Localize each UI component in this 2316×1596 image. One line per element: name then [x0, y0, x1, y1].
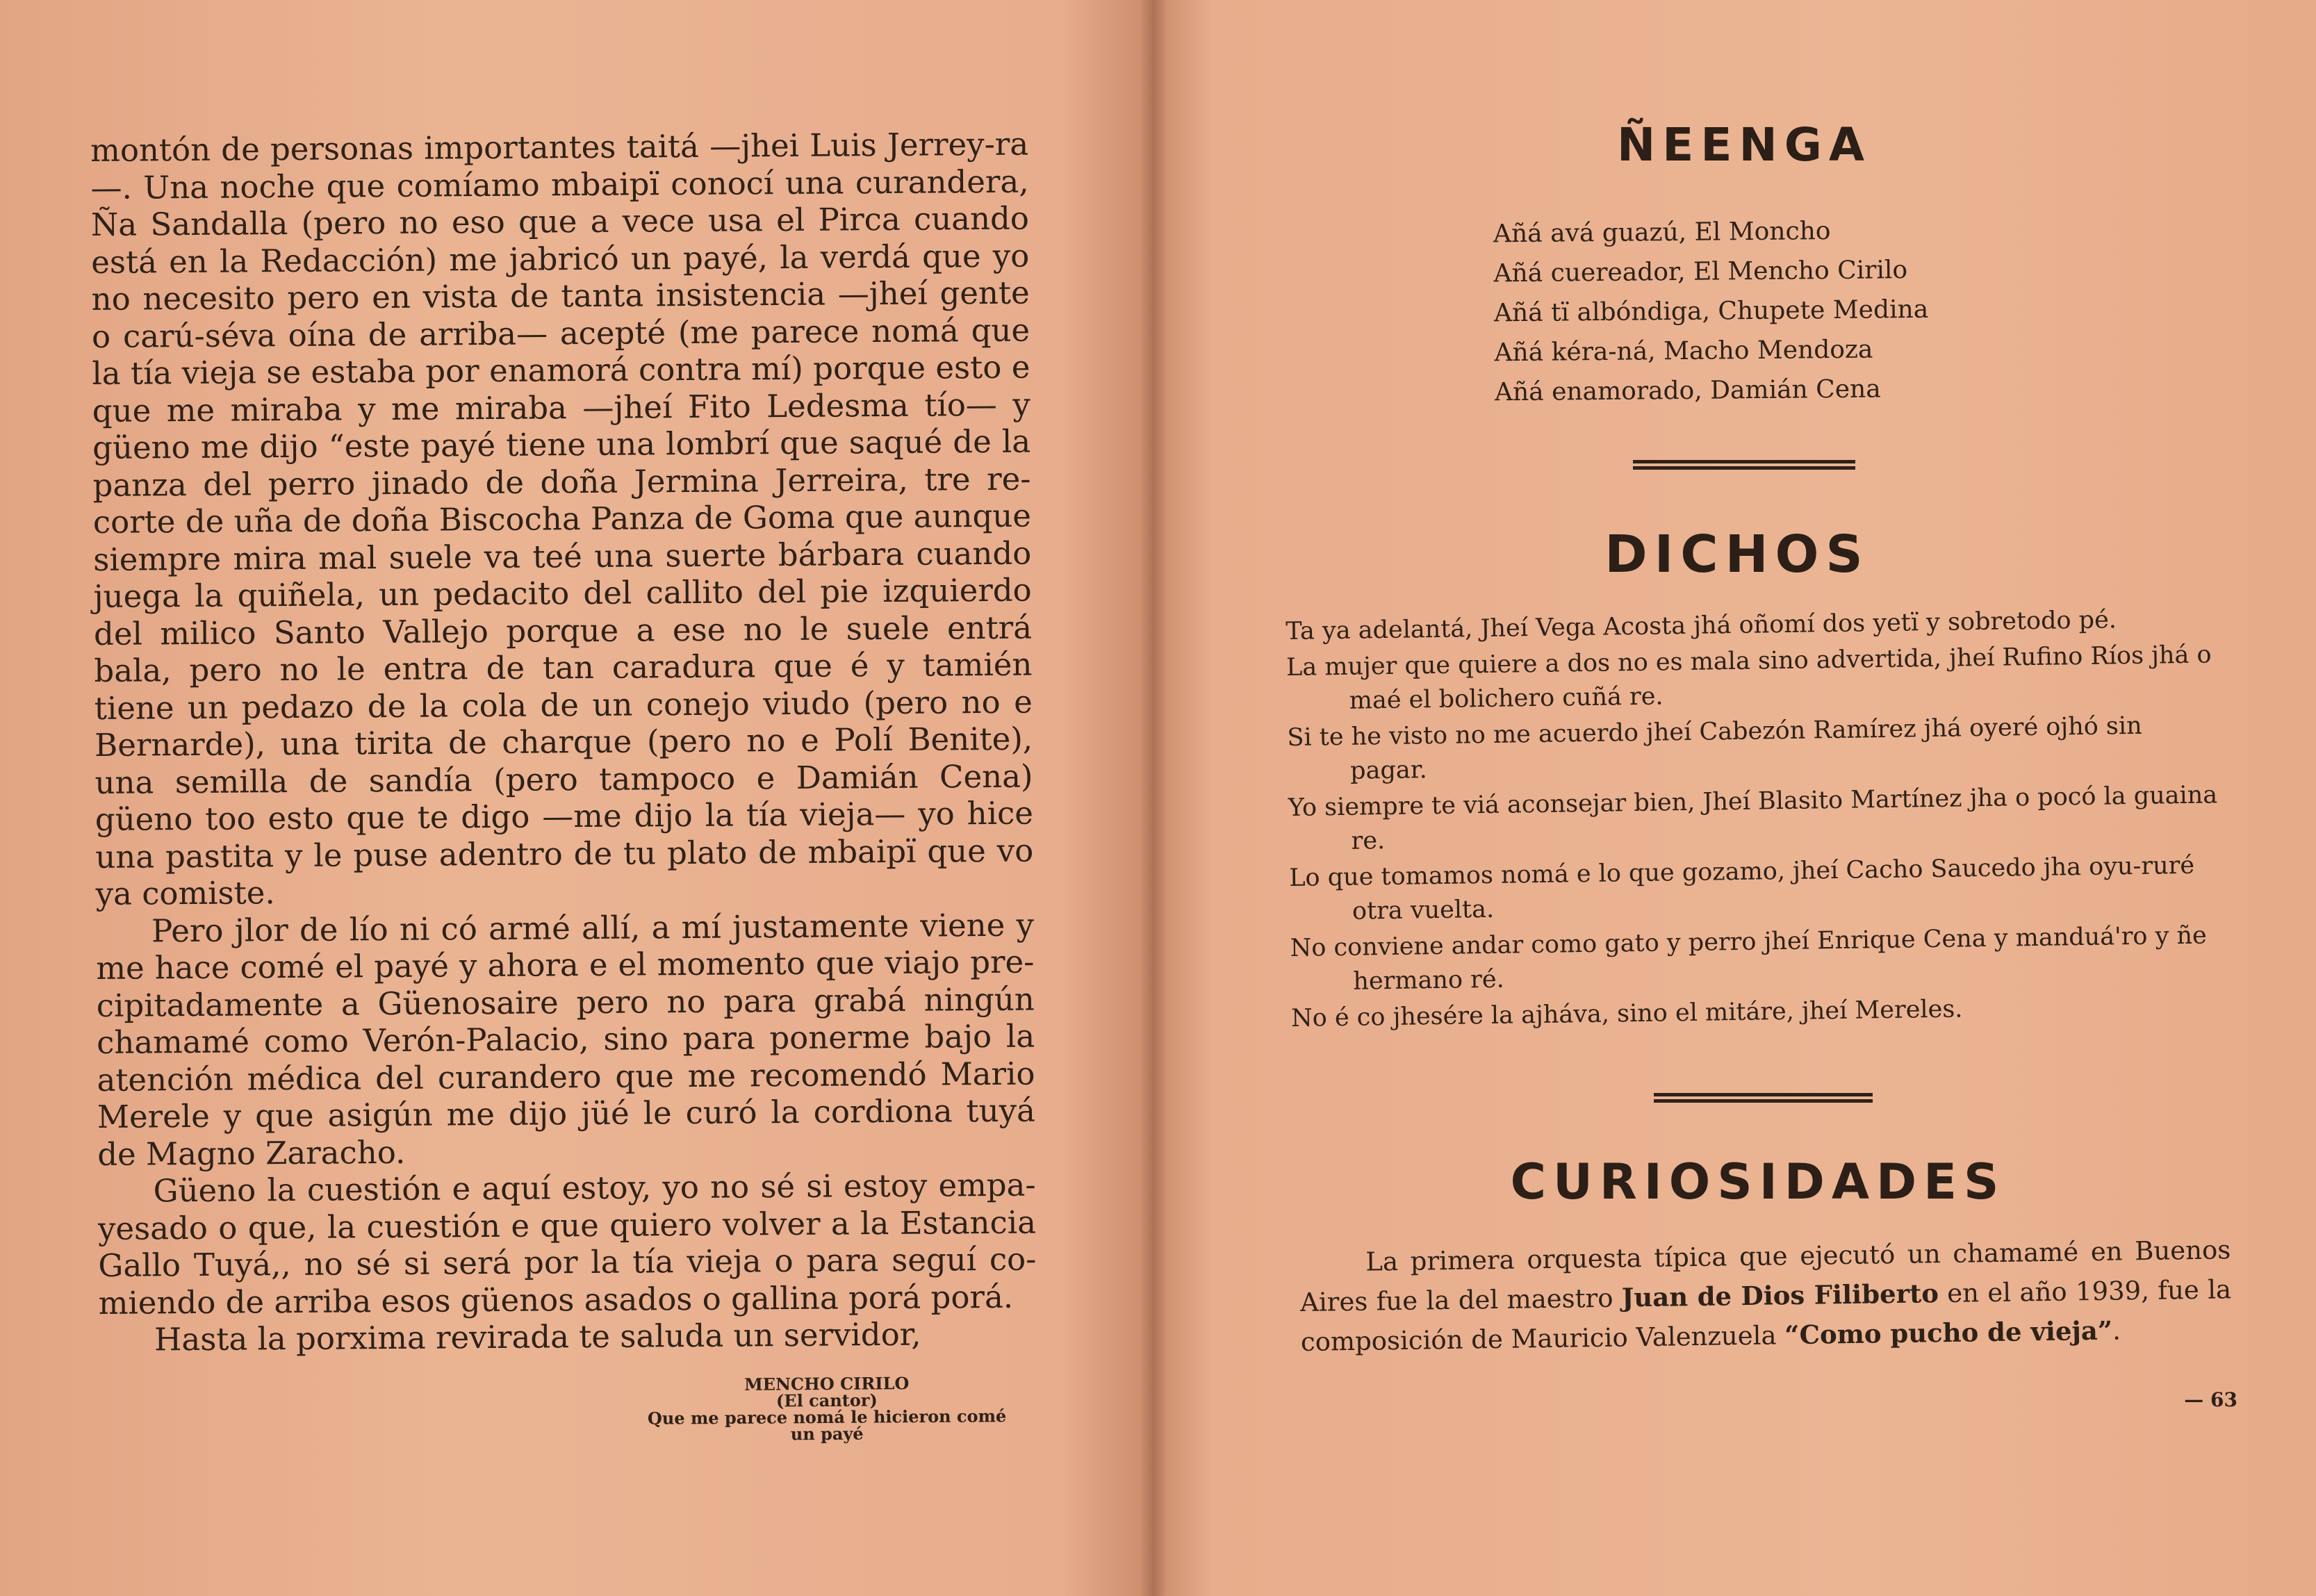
book-gutter — [1140, 0, 1167, 1596]
letter-body — [90, 126, 1037, 1359]
neenga-line: Añá enamorado, Damián Cena — [1494, 375, 1881, 407]
neenga-heading: ÑEENGA — [1617, 118, 1871, 172]
signature-name: MENCHO CIRILO — [744, 1373, 910, 1395]
letter-closing: Hasta la porxima revirada te saluda un servidor, — [154, 1315, 921, 1358]
letter-paragraph-1: montón de personas importantes taitá —jhei Luis Jerrey-ra—. Una noche que comíamo mbaipï conocí una curandera, Ña Sandalla (pero no eso que a vece usa el Pirca cuando está en la Redacción) me jabricó un payé, la verdá que yo no necesito pero en vista de tanta insistencia —jheí gente o carú-séva oína de arriba— acepté (me parece nomá que la tía vieja se estaba por enamorá contra mí) porque esto e que me miraba y me miraba —jheí Fito Ledesma tío— y güeno me dijo “este payé tiene una lombrí que saqué de la panza del perro jinado de doña Jermina Jerreira, tre re-corte de uña de doña Biscocha Panza de Goma que aunque siempre mira mal suele va teé una suerte bárbara cuando juega la quiñela, un pedacito del callito del pie izquierdo del milico Santo Vallejo porque a ese no le suele entrá bala, pero no le entra de tan caradura que é y tamién tiene un pedazo de la cola de un conejo viudo (pero no e Bernarde), una tirita de charque (pero no e Polí Benite), una semilla de sandía (pero tampoco e Damián Cena) güeno too esto que te digo —me dijo la tía vieja— yo hice una pastita y le puse adentro de tu plato de mbaipï que vo ya comiste. — [90, 125, 1034, 912]
curiosidades-text: en el año 1939, fue la composición de Mauricio Valenzuela — [1300, 1274, 2232, 1357]
dicho-item: Yo siempre te viá aconsejar bien, Jheí Blasito Martínez jha o pocó la guaina re. — [1288, 781, 2218, 855]
page-number: — 63 — [2184, 1388, 2237, 1411]
section-divider — [1654, 1093, 1873, 1103]
dichos-heading: DICHOS — [1604, 525, 1870, 584]
neenga-list — [1493, 210, 2023, 413]
curiosidades-bold-title: “Como pucho de vieja” — [1784, 1315, 2113, 1351]
signature-role: (El cantor) — [775, 1390, 878, 1411]
signature-line-1: Que me parece nomá le hicieron comé — [647, 1406, 1007, 1429]
neenga-line: Añá kéra-ná, Macho Mendoza — [1494, 335, 1873, 368]
neenga-line: Añá cuereador, El Mencho Cirilo — [1493, 256, 1908, 288]
section-divider — [1633, 460, 1855, 470]
dicho-item: No conviene andar como gato y perro jheí Enrique Cena y manduá'ro y ñe hermano ré. — [1290, 921, 2208, 996]
signature-block — [611, 1374, 1043, 1444]
dicho-item: No é co jhesére la ajháva, sino el mitáre, jheí Mereles. — [1290, 995, 1963, 1033]
dicho-item: Si te he visto no me acuerdo jheí Cabezón Ramírez jhá oyeré ojhó sin pagar. — [1287, 711, 2142, 785]
neenga-line: Añá tï albóndiga, Chupete Medina — [1493, 295, 1929, 328]
letter-paragraph-3: Güeno la cuestión e aquí estoy, yo no sé si estoy empa-yesado o que, la cuestión e que quiero volver a la Estancia Gallo Tuyá,, no sé si será por la tía vieja o para seguí co-miendo de arriba esos güenos asados o gallina porá porá. — [97, 1166, 1037, 1322]
curiosidades-bold-name: Juan de Dios Filiberto — [1621, 1278, 1939, 1313]
dichos-list — [1286, 602, 2222, 1038]
dicho-item: Lo que tomamos nomá e lo que gozamo, jheí Cacho Saucedo jha oyu-ruré otra vuelta. — [1289, 851, 2195, 925]
curiosidades-paragraph — [1299, 1231, 2232, 1362]
neenga-line: Añá avá guazú, El Moncho — [1493, 217, 1831, 249]
curiosidades-text: . — [2112, 1315, 2121, 1346]
letter-paragraph-2: Pero jlor de lío ni có armé allí, a mí justamente viene y me hace comé el payé y ahora e el momento que viajo pre-cipitadamente a Güenosaire pero no para grabá ningún chamamé como Verón-Palacio, sino para ponerme bajo la atención médica del curandero que me recomendó Mario Merele y que asigún me dijo jüé le curó la cordiona tuyá de Magno Zaracho. — [96, 906, 1036, 1173]
dicho-item: Ta ya adelantá, Jheí Vega Acosta jhá oñomí dos yetï y sobretodo pé. — [1286, 606, 2117, 645]
signature-line-2: un payé — [790, 1423, 864, 1445]
curiosidades-heading: CURIOSIDADES — [1510, 1153, 2006, 1210]
dicho-item: La mujer que quiere a dos no es mala sino advertida, jheí Rufino Ríos jhá o maé el bolichero cuñá re. — [1286, 641, 2212, 715]
left-page — [0, 0, 1153, 1596]
curiosidades-text: La primera orquesta típica que ejecutó un chamamé en Buenos Aires fue la del maestro — [1299, 1235, 2231, 1317]
